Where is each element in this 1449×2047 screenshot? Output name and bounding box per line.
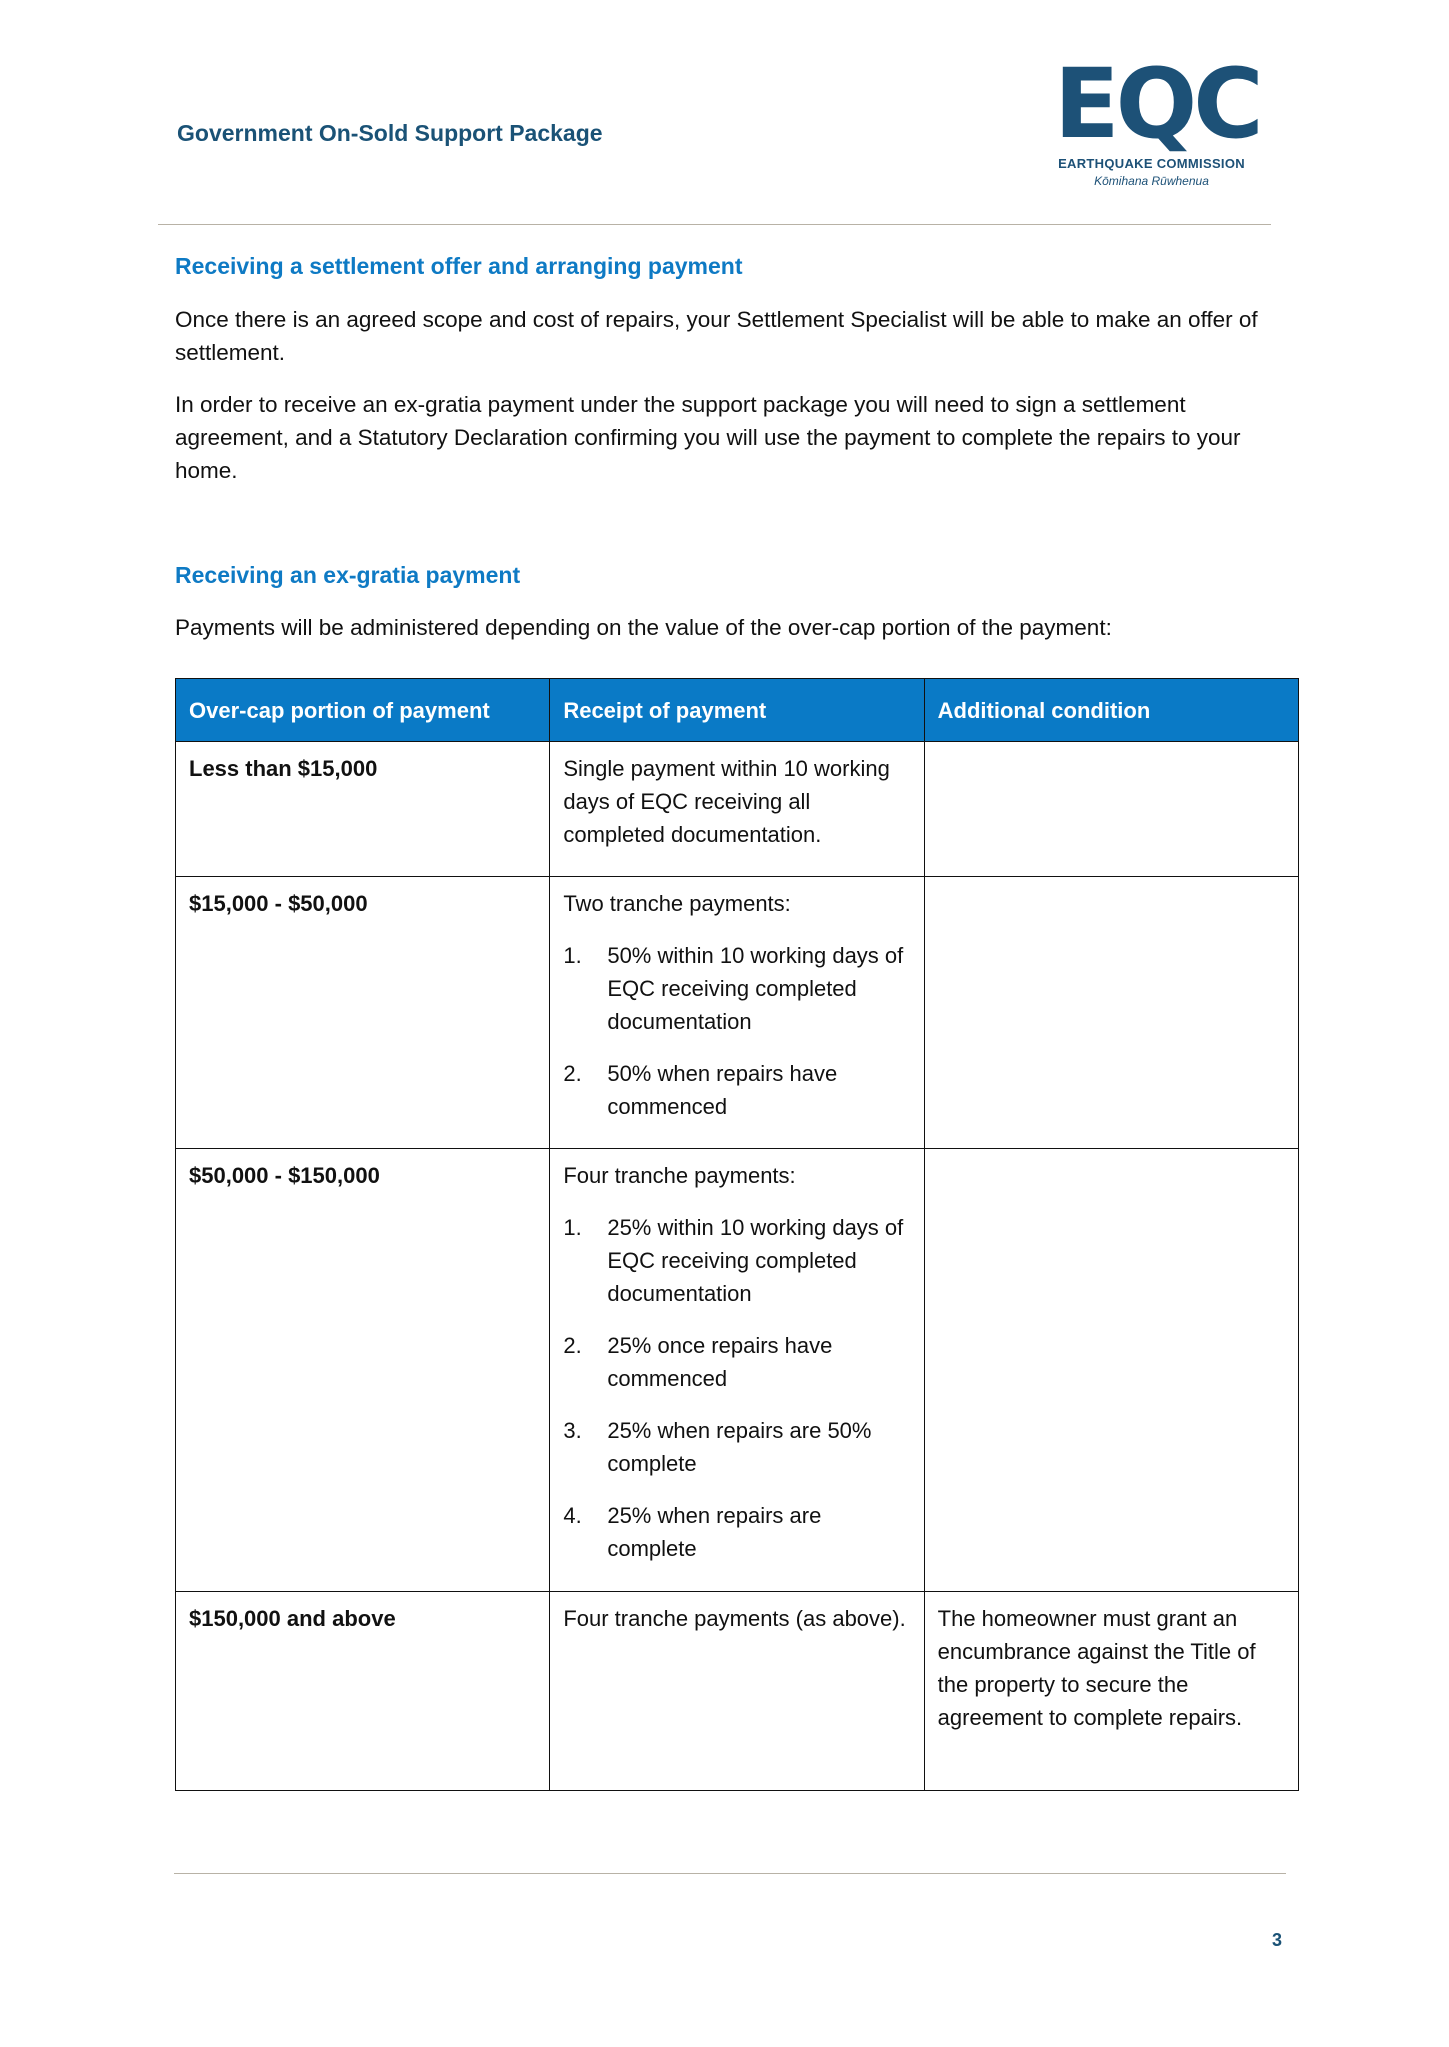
table-row: [176, 1149, 1299, 1592]
list-text: 50% within 10 working days of EQC receiving completed documentation: [607, 943, 904, 1034]
receipt-cell: [550, 877, 924, 1149]
column-header: Additional condition: [924, 679, 1298, 742]
receipt-intro: Four tranche payments:: [563, 1163, 796, 1188]
payment-table: [175, 678, 1299, 1791]
logo-name: EARTHQUAKE COMMISSION: [1058, 156, 1245, 171]
list-item: [563, 1414, 910, 1480]
logo-maori-name: Kōmihana Rūwhenua: [1094, 174, 1209, 188]
list-text: 25% within 10 working days of EQC receiving completed documentation: [607, 1215, 904, 1306]
paragraph: Payments will be administered depending on the value of the over-cap portion of the payment:: [175, 615, 1112, 640]
list-number: 3.: [563, 1418, 582, 1443]
header-divider: [158, 224, 1271, 225]
list-item: [563, 939, 910, 1038]
condition-cell: The homeowner must grant an encumbrance against the Title of the property to secure the agreement to complete repairs.: [924, 1592, 1298, 1791]
list-number: 4.: [563, 1503, 582, 1528]
list-item: [563, 1211, 910, 1310]
tranche-list: [563, 939, 910, 1123]
list-number: 2.: [563, 1333, 582, 1358]
receipt-cell: [550, 1149, 924, 1592]
list-text: 25% when repairs are 50% complete: [607, 1418, 872, 1476]
paragraph: In order to receive an ex-gratia payment under the support package you will need to sign a settlement agreement, and a Statutory Declaration confirming you will use the payment to complete the repairs to your home.: [175, 392, 1241, 483]
list-item: [563, 1057, 910, 1123]
list-text: 50% when repairs have commenced: [607, 1061, 838, 1119]
list-number: 1.: [563, 1215, 582, 1240]
section-heading: Receiving a settlement offer and arranging payment: [175, 253, 743, 279]
list-number: 2.: [563, 1061, 582, 1086]
column-header: Receipt of payment: [550, 679, 924, 742]
document-title: Government On-Sold Support Package: [177, 120, 603, 146]
page-number: 3: [1272, 1930, 1283, 1950]
list-number: 1.: [563, 943, 582, 968]
list-text: 25% when repairs are complete: [607, 1503, 822, 1561]
eqc-logo: [1054, 48, 1260, 188]
table-row: [176, 1592, 1299, 1791]
portion-cell: $150,000 and above: [176, 1592, 550, 1791]
section-heading: Receiving an ex-gratia payment: [175, 562, 521, 588]
condition-cell: [924, 1149, 1298, 1592]
receipt-cell: Four tranche payments (as above).: [550, 1592, 924, 1791]
list-text: 25% once repairs have commenced: [607, 1333, 833, 1391]
paragraph: Once there is an agreed scope and cost of repairs, your Settlement Specialist will be able to make an offer of settlement.: [175, 307, 1258, 365]
table-row: [176, 877, 1299, 1149]
portion-cell: Less than $15,000: [176, 742, 550, 877]
table-header-row: [176, 679, 1299, 742]
tranche-list: [563, 1211, 910, 1565]
list-item: [563, 1329, 910, 1395]
footer-divider: [174, 1873, 1286, 1874]
portion-cell: $15,000 - $50,000: [176, 877, 550, 1149]
column-header: Over-cap portion of payment: [176, 679, 550, 742]
logo-mark: EQC: [1054, 48, 1260, 160]
condition-cell: [924, 877, 1298, 1149]
list-item: [563, 1499, 910, 1565]
portion-cell: $50,000 - $150,000: [176, 1149, 550, 1592]
receipt-cell: Single payment within 10 working days of EQC receiving all completed documentation.: [550, 742, 924, 877]
receipt-intro: Two tranche payments:: [563, 891, 791, 916]
table-row: [176, 742, 1299, 877]
condition-cell: [924, 742, 1298, 877]
